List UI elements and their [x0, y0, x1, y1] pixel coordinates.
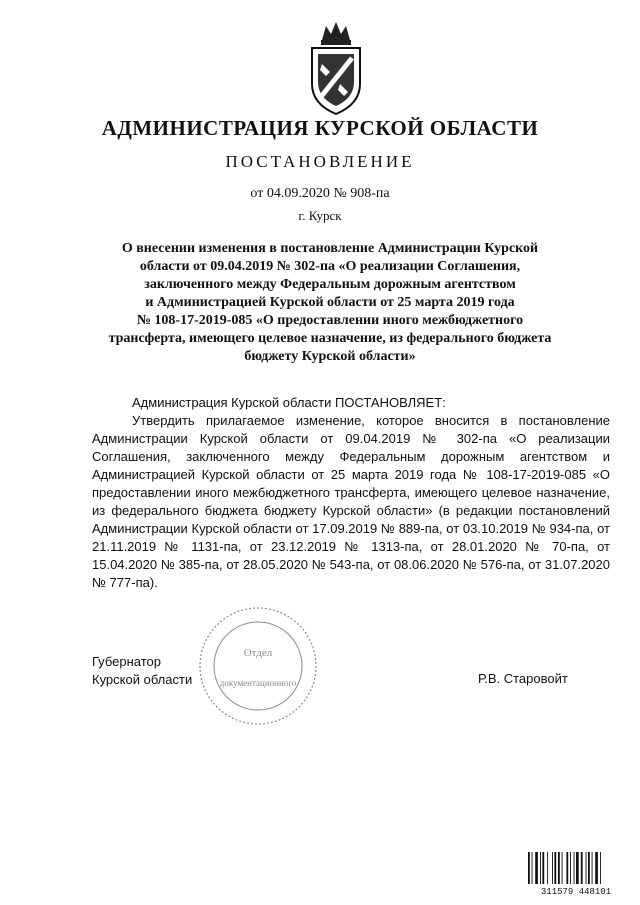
- title-line: бюджету Курской области»: [244, 349, 416, 364]
- stamp-text-line1: Отдел: [243, 647, 273, 659]
- resolution-text: Утвердить прилагаемое изменение, которое вносится в постановление Администрации Курской области от 09.04.2019 № 302-па «О реализации Соглашения, заключенного между Федеральным дорожным агентством и Администрацией Курской области от 25 марта 2019 года № 108-17-2019-085 «О предоставлении иного межбюджетного трансферта, имеющего целевое назначение, из федерального бюджета бюджету Курской области» (в редакции постановлений Администрации Курской области от 17.09.2019 № 889-па, от 03.10.2019 № 934-па, от 21.11.2019 № 1131-па, от 23.12.2019 № 1313-па, от 28.01.2020 № 70-па, от 15.04.2020 № 385-па, от 28.05.2020 № 543-па, от 08.06.2020 № 576-па, от 31.07.2020 № 777-па).: [92, 413, 610, 590]
- resolution-intro: Администрация Курской области ПОСТАНОВЛЯЕТ:: [132, 395, 446, 410]
- barcode-bar: [592, 852, 593, 884]
- title-line: заключенного между Федеральным дорожным агентством: [144, 277, 516, 292]
- barcode-bar: [600, 852, 601, 884]
- title-line: и Администрацией Курской области от 25 марта 2019 года: [145, 295, 515, 310]
- barcode-bar: [558, 852, 560, 884]
- barcode-bar: [535, 852, 538, 884]
- document-type: ПОСТАНОВЛЕНИЕ: [225, 152, 415, 171]
- barcode-bar: [586, 852, 587, 884]
- barcode-bar: [574, 852, 575, 884]
- barcode-bar: [595, 852, 598, 884]
- organization-title: АДМИНИСТРАЦИЯ КУРСКОЙ ОБЛАСТИ: [101, 116, 539, 140]
- signatory-position: [92, 653, 192, 689]
- title-line: О внесении изменения в постановление Администрации Курской: [121, 241, 539, 256]
- coat-of-arms-emblem: [300, 18, 372, 118]
- barcode-bar: [576, 852, 579, 884]
- barcode-bar: [581, 852, 583, 884]
- barcode-bar: [547, 852, 548, 884]
- signatory-name: Р.В. Старовойт: [478, 671, 568, 686]
- barcode-bar: [532, 852, 533, 884]
- barcode-bar: [540, 852, 541, 884]
- document-title: [100, 240, 560, 366]
- position-line: Губернатор: [92, 654, 161, 669]
- barcode-bar: [570, 852, 571, 884]
- barcode-bar: [542, 852, 544, 884]
- barcode: [527, 852, 625, 896]
- barcode-number: 311579 448101: [540, 887, 612, 896]
- official-stamp: [196, 604, 320, 728]
- document-body: [92, 394, 610, 592]
- position-line: Курской области: [92, 672, 193, 687]
- title-line: трансферта, имеющего целевое назначение, из федерального бюджета: [108, 331, 552, 346]
- stamp-text-line2: документационного: [219, 678, 297, 688]
- document-number: от 04.09.2020 № 908-па: [250, 186, 390, 201]
- barcode-bar: [552, 852, 553, 884]
- barcode-bar: [562, 852, 563, 884]
- city: г. Курск: [298, 208, 342, 223]
- barcode-bar: [588, 852, 590, 884]
- title-line: № 108-17-2019-085 «О предоставлении иного межбюджетного: [136, 313, 524, 328]
- barcode-bar: [566, 852, 568, 884]
- title-line: области от 09.04.2019 № 302-па «О реализации Соглашения,: [139, 259, 521, 274]
- barcode-bar: [528, 852, 530, 884]
- barcode-bar: [554, 852, 556, 884]
